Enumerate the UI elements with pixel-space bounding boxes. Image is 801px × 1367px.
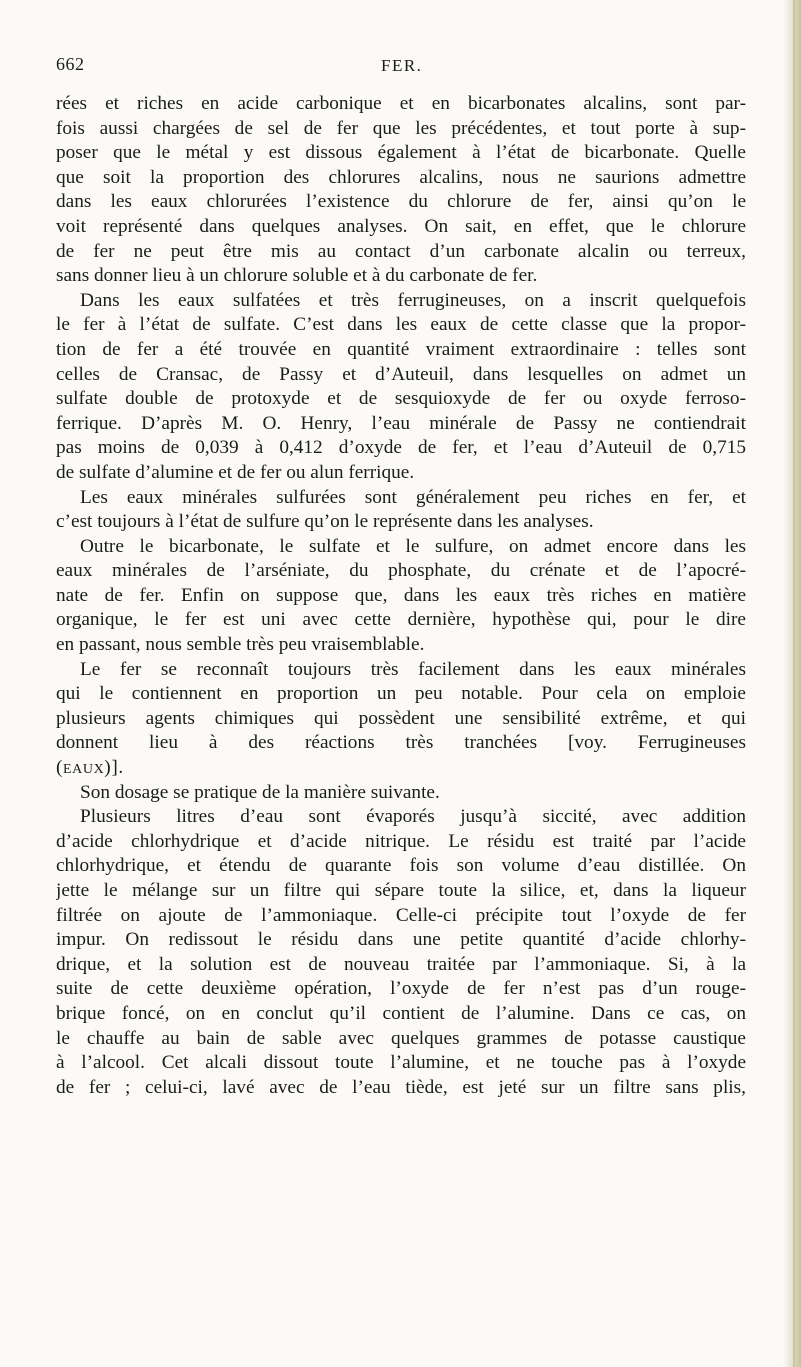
text-line: tion de fer a été trouvée en quantité vraiment extraordinaire : telles sont	[56, 338, 746, 360]
page-header	[56, 54, 736, 80]
body-text	[56, 92, 746, 1100]
text-line: de fer ; celui-ci, lavé avec de l’eau tiède, est jeté sur un filtre sans plis,	[56, 1076, 746, 1098]
page-number: 662	[56, 54, 85, 74]
text-line: Outre le bicarbonate, le sulfate et le sulfure, on admet encore dans les	[80, 535, 746, 557]
text-line: poser que le métal y est dissous également à l’état de bicarbonate. Quelle	[56, 142, 746, 164]
text-line: que soit la proportion des chlorures alcalins, nous ne saurions admettre	[56, 166, 746, 188]
text-line: organique, le fer est uni avec cette dernière, hypothèse qui, pour le dire	[56, 609, 746, 631]
text-line: Son dosage se pratique de la manière suivante.	[80, 781, 440, 803]
text-line: d’acide chlorhydrique et d’acide nitrique. Le résidu est traité par l’acide	[56, 830, 746, 852]
text-line: donnent lieu à des réactions très tranchées [voy. Ferrugineuses	[56, 732, 746, 754]
text-line: nate de fer. Enfin on suppose que, dans les eaux très riches en matière	[56, 584, 746, 606]
text-line: rées et riches en acide carbonique et en bicarbonates alcalins, sont par-	[56, 93, 746, 114]
text-line: c’est toujours à l’état de sulfure qu’on le représente dans les analyses.	[56, 511, 594, 533]
text-line: à l’alcool. Cet alcali dissout toute l’alumine, et ne touche pas à l’oxyde	[56, 1052, 746, 1074]
text-line: ferrique. D’après M. O. Henry, l’eau minérale de Passy ne contiendrait	[56, 412, 746, 434]
text-line: le fer à l’état de sulfate. C’est dans les eaux de cette classe que la propor-	[56, 314, 746, 336]
text-line: le chauffe au bain de sable avec quelques grammes de potasse caustique	[56, 1027, 746, 1049]
text-line: dans les eaux chlorurées l’existence du chlorure de fer, ainsi qu’on le	[56, 191, 746, 213]
text-line: fois aussi chargées de sel de fer que les précédentes, et tout porte à sup-	[56, 117, 746, 139]
text-line: sans donner lieu à un chlorure soluble et à du carbonate de fer.	[56, 265, 538, 287]
text-line: en passant, nous semble très peu vraisemblable.	[56, 634, 425, 656]
running-title: FER.	[381, 56, 423, 75]
text-line: sulfate double de protoxyde et de sesquioxyde de fer ou oxyde ferroso-	[56, 388, 746, 410]
text-line: qui le contiennent en proportion un peu notable. Pour cela on emploie	[56, 683, 746, 705]
text-line: drique, et la solution est de nouveau traitée par l’ammoniaque. Si, à la	[56, 953, 746, 975]
text-line: de sulfate d’alumine et de fer ou alun ferrique.	[56, 461, 415, 483]
text-line: voit représenté dans quelques analyses. On sait, en effet, que le chlorure	[56, 215, 746, 237]
text-line: eaux minérales de l’arséniate, du phosphate, du crénate et de l’apocré-	[56, 560, 746, 582]
text-line: pas moins de 0,039 à 0,412 d’oxyde de fer, et l’eau d’Auteuil de 0,715	[56, 437, 746, 459]
text-line: Le fer se reconnaît toujours très facilement dans les eaux minérales	[80, 658, 746, 680]
text-line: brique foncé, on en conclut qu’il contient de l’alumine. Dans ce cas, on	[56, 1002, 746, 1024]
text-line: plusieurs agents chimiques qui possèdent une sensibilité extrême, et qui	[56, 707, 746, 729]
text-line: de fer ne peut être mis au contact d’un carbonate alcalin ou terreux,	[56, 240, 746, 262]
page-edge-line	[793, 0, 795, 1367]
text-line: impur. On redissout le résidu dans une petite quantité d’acide chlorhy-	[56, 929, 746, 951]
text-line: (eaux)].	[56, 757, 124, 779]
text-line: celles de Cransac, de Passy et d’Auteuil, dans lesquelles on admet un	[56, 363, 746, 385]
page-edge-shadow	[783, 0, 801, 1367]
text-line: filtrée on ajoute de l’ammoniaque. Celle-ci précipite tout l’oxyde de fer	[56, 904, 746, 926]
text-line: jette le mélange sur un filtre qui sépare toute la silice, et, dans la liqueur	[56, 880, 746, 901]
text-line: Dans les eaux sulfatées et très ferrugineuses, on a inscrit quelquefois	[80, 289, 746, 311]
text-line: chlorhydrique, et étendu de quarante fois son volume d’eau distillée. On	[56, 855, 746, 877]
text-line: suite de cette deuxième opération, l’oxyde de fer n’est pas d’un rouge-	[56, 978, 746, 1000]
text-line: Plusieurs litres d’eau sont évaporés jusqu’à siccité, avec addition	[80, 806, 746, 828]
text-line: Les eaux minérales sulfurées sont généralement peu riches en fer, et	[80, 486, 746, 508]
